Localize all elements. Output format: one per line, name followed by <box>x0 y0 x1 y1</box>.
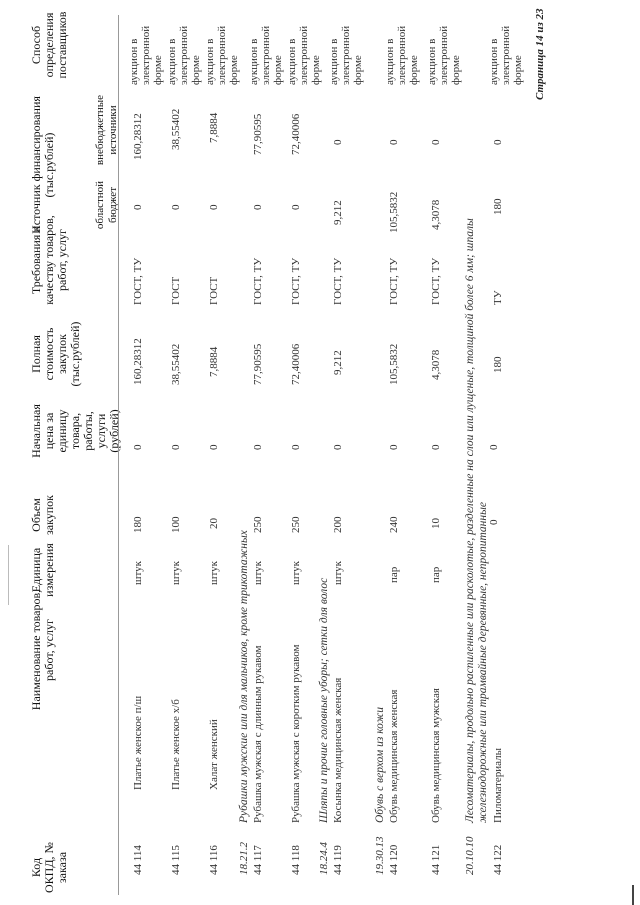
row-code: 44 119 <box>332 845 344 875</box>
row-code: 44 118 <box>290 845 302 875</box>
row-requirements: ТУ <box>492 290 504 305</box>
row-unit: штук <box>208 561 220 585</box>
row-funding-regional: 105,5832 <box>388 191 400 233</box>
row-name: Обувь медицинская женская <box>388 689 400 823</box>
row-volume: 240 <box>388 516 400 533</box>
row-unit: штук <box>252 561 264 585</box>
section-title: Рубашки мужские или для мальчиков, кроме трикотажных <box>238 530 250 823</box>
row-funding-regional: 0 <box>132 204 144 210</box>
header-volume: Объем закупок <box>29 495 56 535</box>
section-title: Обувь с верхом из кожи <box>374 706 386 823</box>
header-code: Код ОКПД, № заказа <box>29 842 69 893</box>
row-unit-price: 0 <box>388 444 400 450</box>
row-volume: 180 <box>132 516 144 533</box>
row-code: 44 115 <box>170 845 182 875</box>
row-funding-regional: 0 <box>170 204 182 210</box>
page-number: Страница 14 из 23 <box>534 8 546 100</box>
row-funding-extra: 0 <box>492 139 504 145</box>
row-requirements: ГОСТ, ТУ <box>388 257 400 305</box>
row-name: Рубашка мужская с коротким рукавом <box>290 644 302 823</box>
row-funding-regional: 4,3078 <box>430 199 442 230</box>
header-requirements: Требования к качеству товаров, работ, услуг <box>29 215 69 305</box>
section-code: 20.10.10 <box>464 836 476 875</box>
row-code: 44 120 <box>388 844 400 875</box>
row-method: аукцион в электронной форме <box>328 25 364 85</box>
row-unit-price: 0 <box>252 444 264 450</box>
row-method: аукцион в электронной форме <box>166 25 202 85</box>
row-code: 44 117 <box>252 845 264 875</box>
row-total: 77,90595 <box>252 343 264 385</box>
section-title-continuation: железнодорожные или трамвайные деревянные, непропитанные <box>477 502 489 823</box>
header-unit-price: Начальная цена за единицу товара, работы, услуги (рублей) <box>29 404 121 458</box>
row-method: аукцион в электронной форме <box>128 25 164 85</box>
row-total: 9,212 <box>332 350 344 375</box>
row-total: 160,28312 <box>132 338 144 385</box>
row-requirements: ГОСТ <box>170 276 182 305</box>
row-name: Платье женское п/ш <box>132 695 144 790</box>
row-funding-extra: 7,8884 <box>208 112 220 143</box>
row-method: аукцион в электронной форме <box>384 25 420 85</box>
row-funding-extra: 0 <box>332 139 344 145</box>
row-requirements: ГОСТ, ТУ <box>332 257 344 305</box>
row-funding-regional: 180 <box>492 198 504 215</box>
row-unit-price: 0 <box>488 444 500 450</box>
row-funding-extra: 0 <box>430 139 442 145</box>
row-unit: штук <box>332 561 344 585</box>
row-method: аукцион в электронной форме <box>488 25 524 85</box>
row-method: аукцион в электронной форме <box>286 25 322 85</box>
scan-mark <box>8 545 9 605</box>
row-code: 44 121 <box>430 844 442 875</box>
row-name: Пиломатериалы <box>492 747 504 823</box>
row-volume: 0 <box>488 519 500 525</box>
row-name: Платье женское х/б <box>170 699 182 790</box>
header-unit: Единица измерения <box>29 543 56 597</box>
header-funding-extra: внебюджетные источники <box>94 94 119 166</box>
row-name: Халат женский <box>208 719 220 790</box>
row-unit-price: 0 <box>170 444 182 450</box>
row-unit: пар <box>430 566 442 583</box>
row-method: аукцион в электронной форме <box>248 25 284 85</box>
section-title: Лесоматериалы, продольно распиленные или расколотые, разделенные на слои или лущеные, толщиной более 6 мм; шпалы <box>464 218 476 823</box>
row-unit: штук <box>170 561 182 585</box>
row-volume: 200 <box>332 516 344 533</box>
header-method: Способ определения поставщиков <box>29 11 69 79</box>
row-funding-extra: 160,28312 <box>132 113 144 160</box>
header-rule <box>118 15 119 895</box>
row-unit-price: 0 <box>430 444 442 450</box>
row-unit: пар <box>388 566 400 583</box>
row-method: аукцион в электронной форме <box>204 25 240 85</box>
row-volume: 20 <box>208 518 220 529</box>
row-volume: 250 <box>252 516 264 533</box>
row-total: 72,40006 <box>290 343 302 385</box>
section-code: 18.21.2 <box>238 842 250 875</box>
row-name: Обувь медицинская мужская <box>430 688 442 823</box>
row-code: 44 122 <box>492 844 504 875</box>
row-total: 38,55402 <box>170 343 182 385</box>
row-unit-price: 0 <box>208 444 220 450</box>
row-total: 4,3078 <box>430 349 442 380</box>
row-method: аукцион в электронной форме <box>426 25 462 85</box>
row-requirements: ГОСТ, ТУ <box>132 257 144 305</box>
row-requirements: ГОСТ <box>208 276 220 305</box>
row-funding-regional: 0 <box>290 204 302 210</box>
row-total: 105,5832 <box>388 343 400 385</box>
header-total: Полная стоимость закупок (тыс.рублей) <box>29 321 82 387</box>
row-funding-extra: 38,55402 <box>170 108 182 150</box>
row-funding-regional: 9,212 <box>332 200 344 225</box>
row-funding-extra: 0 <box>388 139 400 145</box>
header-name: Наименование товаров, работ, услуг <box>29 589 56 711</box>
row-unit-price: 0 <box>290 444 302 450</box>
row-unit: штук <box>132 561 144 585</box>
row-funding-regional: 0 <box>252 204 264 210</box>
row-requirements: ГОСТ, ТУ <box>430 257 442 305</box>
section-code: 18.24.4 <box>318 842 330 875</box>
section-title: Шляпы и прочие головные уборы; сетки для волос <box>318 577 330 823</box>
row-unit-price: 0 <box>332 444 344 450</box>
row-volume: 10 <box>430 518 442 529</box>
row-code: 44 116 <box>208 845 220 875</box>
row-volume: 250 <box>290 516 302 533</box>
header-funding: Источник финансирования (тыс.рублей) <box>29 96 56 234</box>
row-requirements: ГОСТ, ТУ <box>252 257 264 305</box>
row-name: Косынка медицинская женская <box>332 677 344 823</box>
row-total: 7,8884 <box>208 346 220 377</box>
scan-mark <box>632 885 634 905</box>
row-total: 180 <box>492 356 504 373</box>
section-code: 19.30.13 <box>374 836 386 875</box>
row-name: Рубашка мужская с длинным рукавом <box>252 645 264 823</box>
row-unit: штук <box>290 561 302 585</box>
row-unit-price: 0 <box>132 444 144 450</box>
row-volume: 100 <box>170 516 182 533</box>
row-code: 44 114 <box>132 845 144 875</box>
row-funding-regional: 0 <box>208 204 220 210</box>
row-funding-extra: 72,40006 <box>290 113 302 155</box>
header-funding-regional: областной бюджет <box>94 180 119 230</box>
row-requirements: ГОСТ, ТУ <box>290 257 302 305</box>
row-funding-extra: 77,90595 <box>252 113 264 155</box>
